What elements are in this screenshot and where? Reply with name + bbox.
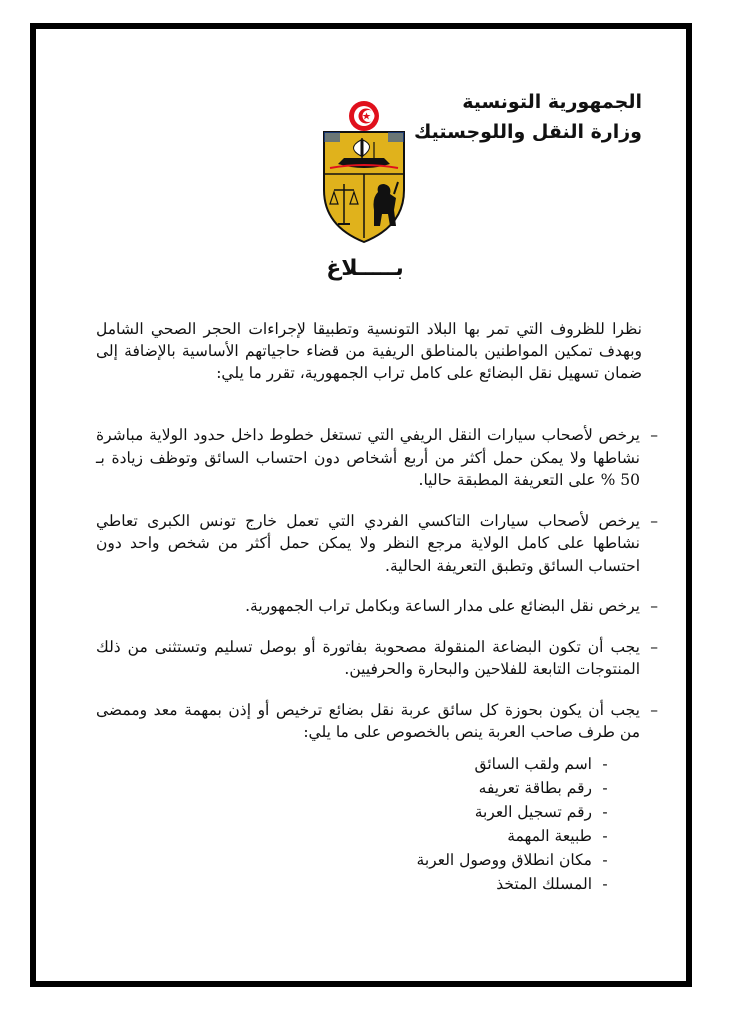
list-item-text: اسم ولقب السائق <box>474 755 592 773</box>
decision-item <box>96 699 658 744</box>
list-bullet: - <box>602 755 608 773</box>
list-item-text: رقم بطاقة تعريفه <box>478 779 592 797</box>
list-bullet: - <box>602 827 608 845</box>
item-dash: – <box>650 597 658 615</box>
list-item <box>417 752 618 776</box>
item-text: يرخص نقل البضائع على مدار الساعة وبكامل تراب الجمهورية. <box>245 597 640 615</box>
list-item <box>417 776 618 800</box>
list-bullet: - <box>602 803 608 821</box>
list-item <box>417 872 618 896</box>
decision-item <box>96 510 658 578</box>
list-item-text: طبيعة المهمة <box>507 827 592 845</box>
tunisia-coat-of-arms-icon <box>316 98 412 246</box>
item-text: يجب أن تكون البضاعة المنقولة مصحوبة بفاتورة أو بوصل تسليم وتستثنى من ذلك المنتوجات التابعة للفلاحين والبحارة والحرفيين. <box>96 637 640 678</box>
list-item-text: المسلك المتخذ <box>496 875 592 893</box>
item-dash: – <box>650 511 658 530</box>
decision-item <box>96 636 658 681</box>
item-text: يرخص لأصحاب سيارات التاكسي الفردي التي تعمل خارج تونس الكبرى تعاطي نشاطها على كامل الولاية مرجع النظر ولا يمكن حمل أكثر من شخص واحد دون احتساب السائق وتطبق التعريفة الحالية. <box>96 511 640 575</box>
item-dash: – <box>650 426 658 444</box>
list-item-text: رقم تسجيل العربة <box>474 803 592 821</box>
list-bullet: - <box>602 851 608 869</box>
list-item <box>417 800 618 824</box>
permit-requirements-list <box>417 752 618 896</box>
header <box>414 87 642 147</box>
list-item <box>417 848 618 872</box>
decision-item <box>96 595 658 618</box>
list-bullet: - <box>602 875 608 893</box>
announcement-title: بـــــلاغ <box>326 256 404 281</box>
list-item <box>417 824 618 848</box>
item-text: يرخص لأصحاب سيارات النقل الريفي التي تستغل خطوط داخل حدود الولاية مباشرة نشاطها ولا يمكن حمل أكثر من أربع أشخاص دون احتساب السائق وتوظف زيادة بـ 50 % على التعريفة المطبقة حاليا. <box>96 426 640 489</box>
item-dash: – <box>650 700 658 719</box>
decision-list <box>96 424 658 762</box>
list-bullet: - <box>602 779 608 797</box>
header-republic: الجمهورية التونسية <box>462 91 642 113</box>
intro-paragraph: نظرا للظروف التي تمر بها البلاد التونسية وتطبيقا لإجراءات الحجر الصحي الشامل وبهدف تمكين المواطنين بالمناطق الريفية من قضاء حاجياتهم الأساسية بالإضافة إلى ضمان تسهيل نقل البضائع على كامل تراب الجمهورية، تقرر ما يلي: <box>96 320 642 382</box>
decision-item <box>96 424 658 492</box>
item-dash: – <box>650 637 658 656</box>
header-ministry: وزارة النقل واللوجستيك <box>413 121 642 143</box>
item-text: يجب أن يكون بحوزة كل سائق عربة نقل بضائع ترخيص أو إذن بمهمة معد وممضى من طرف صاحب العربة ينص بالخصوص على ما يلي: <box>96 700 640 741</box>
list-item-text: مكان انطلاق ووصول العربة <box>416 851 592 869</box>
